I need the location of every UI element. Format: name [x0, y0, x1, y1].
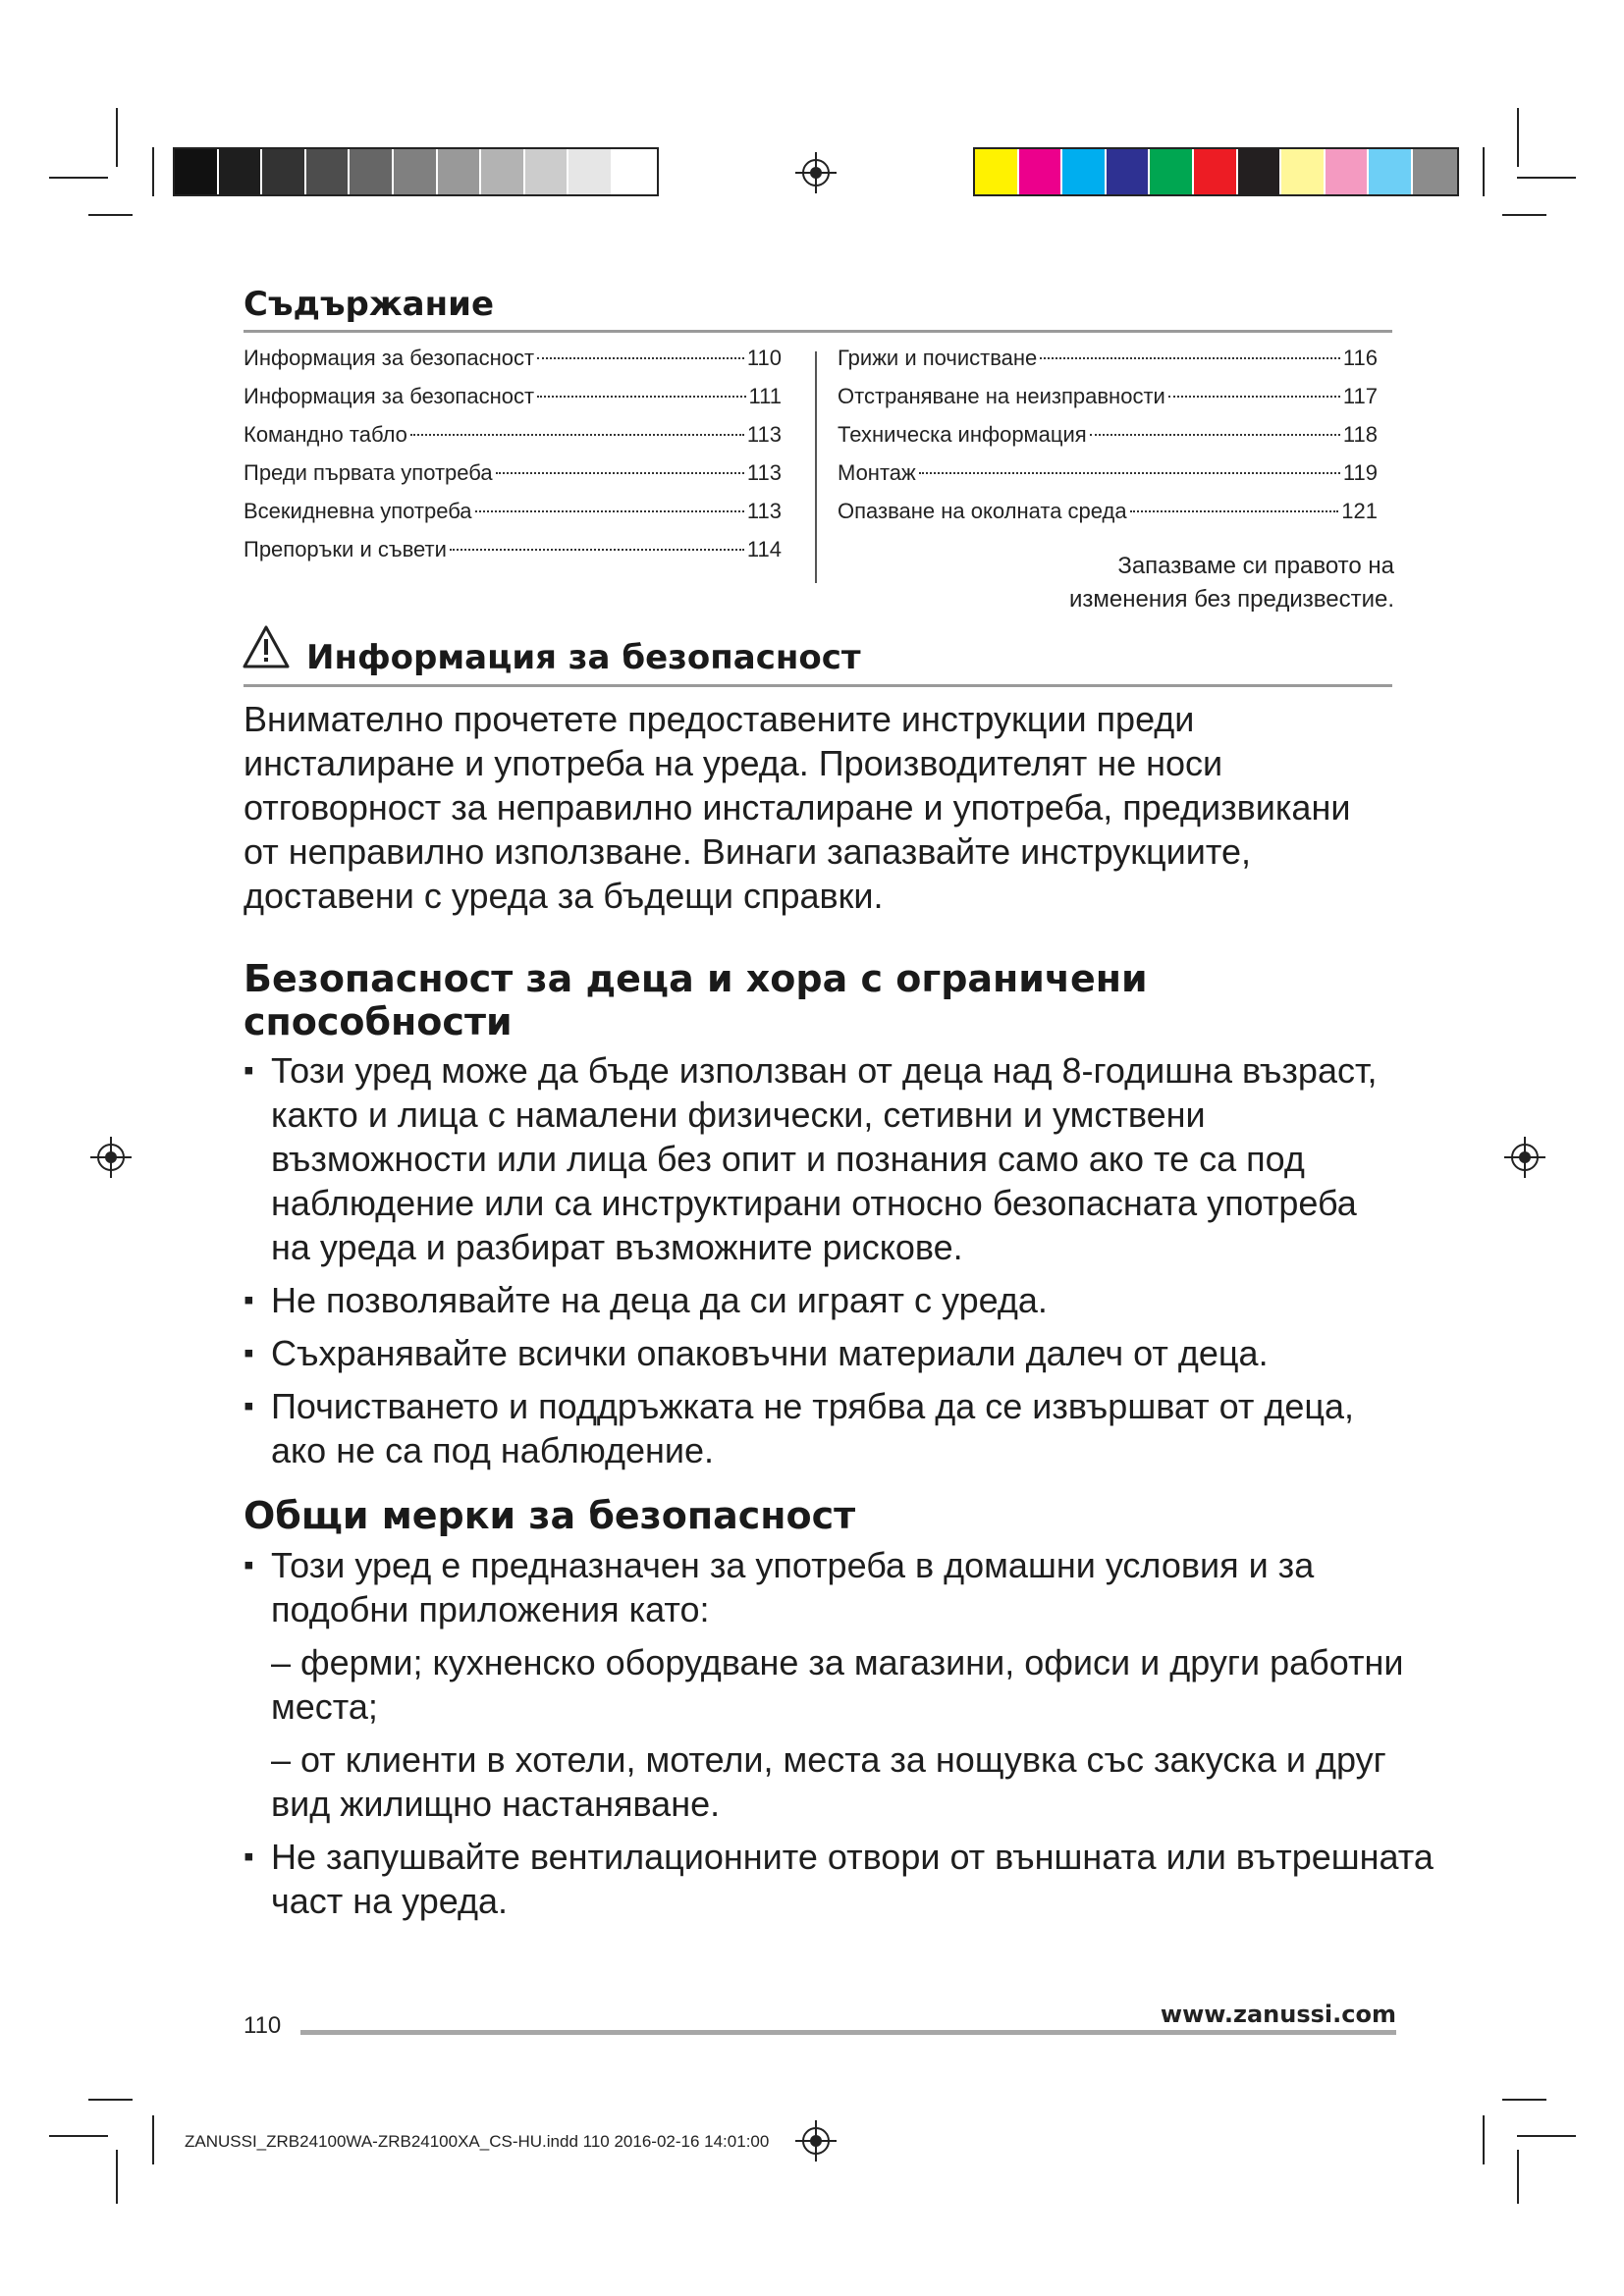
warning-triangle-icon	[242, 624, 291, 669]
safety-intro-paragraph: Внимателно прочетете предоставените инструкции преди инсталиране и употреба на уреда. Производителят не носи отговорност за неправилно инсталиране и употреба, предизвикани от неправилно използване. Винаги запазвайте инструкциите, доставени с уреда за бъдещи справки.	[244, 699, 1351, 916]
list-item-text: Не запушвайте вентилационните отвори от външната или вътрешната част на уреда.	[271, 1837, 1434, 1921]
color-swatch	[1326, 149, 1370, 194]
toc-leader-dots	[1090, 434, 1340, 436]
toc-leader-dots	[1168, 396, 1340, 398]
toc-entry[interactable]	[838, 384, 1378, 422]
color-swatch	[394, 149, 438, 194]
color-swatch	[438, 149, 482, 194]
list-item-text: Този уред е предназначен за употреба в домашни условия и за подобни приложения като:	[271, 1545, 1315, 1629]
color-swatch	[1194, 149, 1238, 194]
toc-leader-dots	[475, 510, 744, 512]
bullet-icon: ▪	[244, 1337, 254, 1369]
list-item-text: Съхранявайте всички опаковъчни материали далеч от деца.	[271, 1333, 1269, 1373]
color-swatch	[262, 149, 306, 194]
toc-entry[interactable]	[244, 422, 782, 460]
toc-leader-dots	[1130, 510, 1339, 512]
list-item	[244, 1048, 1397, 1269]
list-item	[244, 1331, 1397, 1375]
bullet-icon: ▪	[244, 1284, 254, 1316]
print-slug: ZANUSSI_ZRB24100WA-ZRB24100XA_CS-HU.indd 110 2016-02-16 14:01:00	[185, 2132, 770, 2151]
color-swatch	[1238, 149, 1282, 194]
toc-entry[interactable]	[244, 499, 782, 537]
toc-entry-page: 114	[746, 537, 782, 561]
color-swatch	[1150, 149, 1194, 194]
toc-entry[interactable]	[838, 422, 1378, 460]
toc-entry-page: 111	[748, 384, 782, 408]
toc-entry-label: Препоръки и съвети	[244, 537, 447, 561]
list-sub-item: – ферми; кухненско оборудване за магазини, офиси и други работни места;	[271, 1642, 1404, 1727]
toc-entry[interactable]	[244, 537, 782, 575]
list-item-text: Почистването и поддръжката не трябва да се извършват от деца, ако не са под наблюдение.	[271, 1386, 1355, 1470]
toc-column-divider	[815, 351, 817, 583]
registration-mark-right	[1504, 1137, 1545, 1178]
general-safety-title: Общи мерки за безопасност	[244, 1494, 856, 1537]
toc-leader-dots	[537, 357, 744, 359]
toc-entry-label: Командно табло	[244, 422, 407, 447]
toc-entry-page: 110	[746, 346, 782, 370]
registration-mark-left	[90, 1137, 132, 1178]
bullet-icon: ▪	[244, 1054, 254, 1087]
color-swatch	[613, 149, 657, 194]
toc-entry-label: Преди първата употреба	[244, 460, 493, 485]
toc-left-column	[244, 346, 782, 575]
toc-entry[interactable]	[838, 460, 1378, 499]
toc-entry-page: 113	[746, 499, 782, 523]
toc-entry-page: 117	[1342, 384, 1378, 408]
toc-leader-dots	[1040, 357, 1340, 359]
color-swatch	[525, 149, 569, 194]
list-sub-item: – от клиенти в хотели, мотели, места за нощувка със закуска и друг вид жилищно настаняване.	[271, 1739, 1386, 1824]
toc-title: Съдържание	[244, 285, 494, 324]
grayscale-color-bar	[173, 147, 659, 196]
color-swatch	[568, 149, 613, 194]
safety-title-rule	[244, 684, 1392, 687]
general-safety-list	[244, 1543, 1436, 1932]
toc-entry[interactable]	[244, 346, 782, 384]
page-number: 110	[244, 2012, 282, 2039]
bullet-icon: ▪	[244, 1549, 254, 1581]
bullet-icon: ▪	[244, 1841, 254, 1873]
toc-entry-page: 121	[1341, 499, 1378, 523]
registration-mark-bottom	[795, 2120, 837, 2162]
toc-leader-dots	[496, 472, 744, 474]
children-safety-title-line-1: Безопасност за деца и хора с ограничени	[244, 957, 1148, 1000]
color-swatch	[175, 149, 219, 194]
list-item	[244, 1543, 1436, 1631]
toc-title-rule	[244, 330, 1392, 333]
toc-leader-dots	[410, 434, 744, 436]
color-swatch	[1281, 149, 1326, 194]
children-safety-title-line-2: способности	[244, 1000, 513, 1043]
color-swatch	[1062, 149, 1107, 194]
toc-entry[interactable]	[244, 384, 782, 422]
toc-entry-label: Грижи и почистване	[838, 346, 1038, 370]
color-swatch	[306, 149, 351, 194]
toc-entry[interactable]	[838, 499, 1378, 537]
rights-note-line-2: изменения без предизвестие.	[1069, 586, 1394, 613]
list-item	[244, 1384, 1397, 1472]
toc-entry-page: 113	[746, 460, 782, 485]
toc-entry-page: 118	[1342, 422, 1378, 447]
toc-leader-dots	[919, 472, 1340, 474]
color-swatch	[975, 149, 1019, 194]
toc-entry-label: Отстраняване на неизправности	[838, 384, 1165, 408]
registration-mark-top	[795, 152, 837, 193]
toc-entry-label: Техническа информация	[838, 422, 1087, 447]
toc-entry-label: Всекидневна употреба	[244, 499, 472, 523]
toc-entry[interactable]	[838, 346, 1378, 384]
cmyk-color-bar	[973, 147, 1459, 196]
toc-entry-label: Информация за безопасност	[244, 346, 535, 370]
website-url[interactable]: www.zanussi.com	[1160, 2001, 1396, 2028]
rights-note	[884, 550, 1394, 616]
children-safety-list	[244, 1048, 1397, 1481]
toc-entry-page: 113	[746, 422, 782, 447]
toc-entry-label: Информация за безопасност	[244, 384, 535, 408]
color-swatch	[481, 149, 525, 194]
color-swatch	[350, 149, 394, 194]
bullet-icon: ▪	[244, 1390, 254, 1422]
toc-leader-dots	[537, 396, 746, 398]
color-swatch	[219, 149, 263, 194]
toc-entry-label: Монтаж	[838, 460, 916, 485]
toc-right-column	[838, 346, 1378, 537]
list-item-text: Този уред може да бъде използван от деца над 8-годишна възраст, както и лица с намалени физически, сетивни и умствени възможности или лица без опит и познания само ако те са под наблюдение или са инструктирани относно безопасната употреба на уреда и разбират възможните рискове.	[271, 1050, 1378, 1267]
list-item	[244, 1278, 1397, 1322]
toc-entry[interactable]	[244, 460, 782, 499]
safety-title: Информация за безопасност	[306, 638, 861, 677]
children-safety-title	[244, 957, 1392, 1043]
color-swatch	[1107, 149, 1151, 194]
toc-entry-page: 116	[1342, 346, 1378, 370]
color-swatch	[1369, 149, 1413, 194]
footer-rule	[300, 2030, 1396, 2035]
toc-entry-page: 119	[1342, 460, 1378, 485]
list-item-text: Не позволявайте на деца да си играят с уреда.	[271, 1280, 1048, 1320]
color-swatch	[1413, 149, 1457, 194]
rights-note-line-1: Запазваме си правото на	[1117, 553, 1394, 579]
color-swatch	[1019, 149, 1063, 194]
list-item	[244, 1835, 1436, 1923]
toc-entry-label: Опазване на околната среда	[838, 499, 1127, 523]
toc-leader-dots	[450, 549, 744, 551]
